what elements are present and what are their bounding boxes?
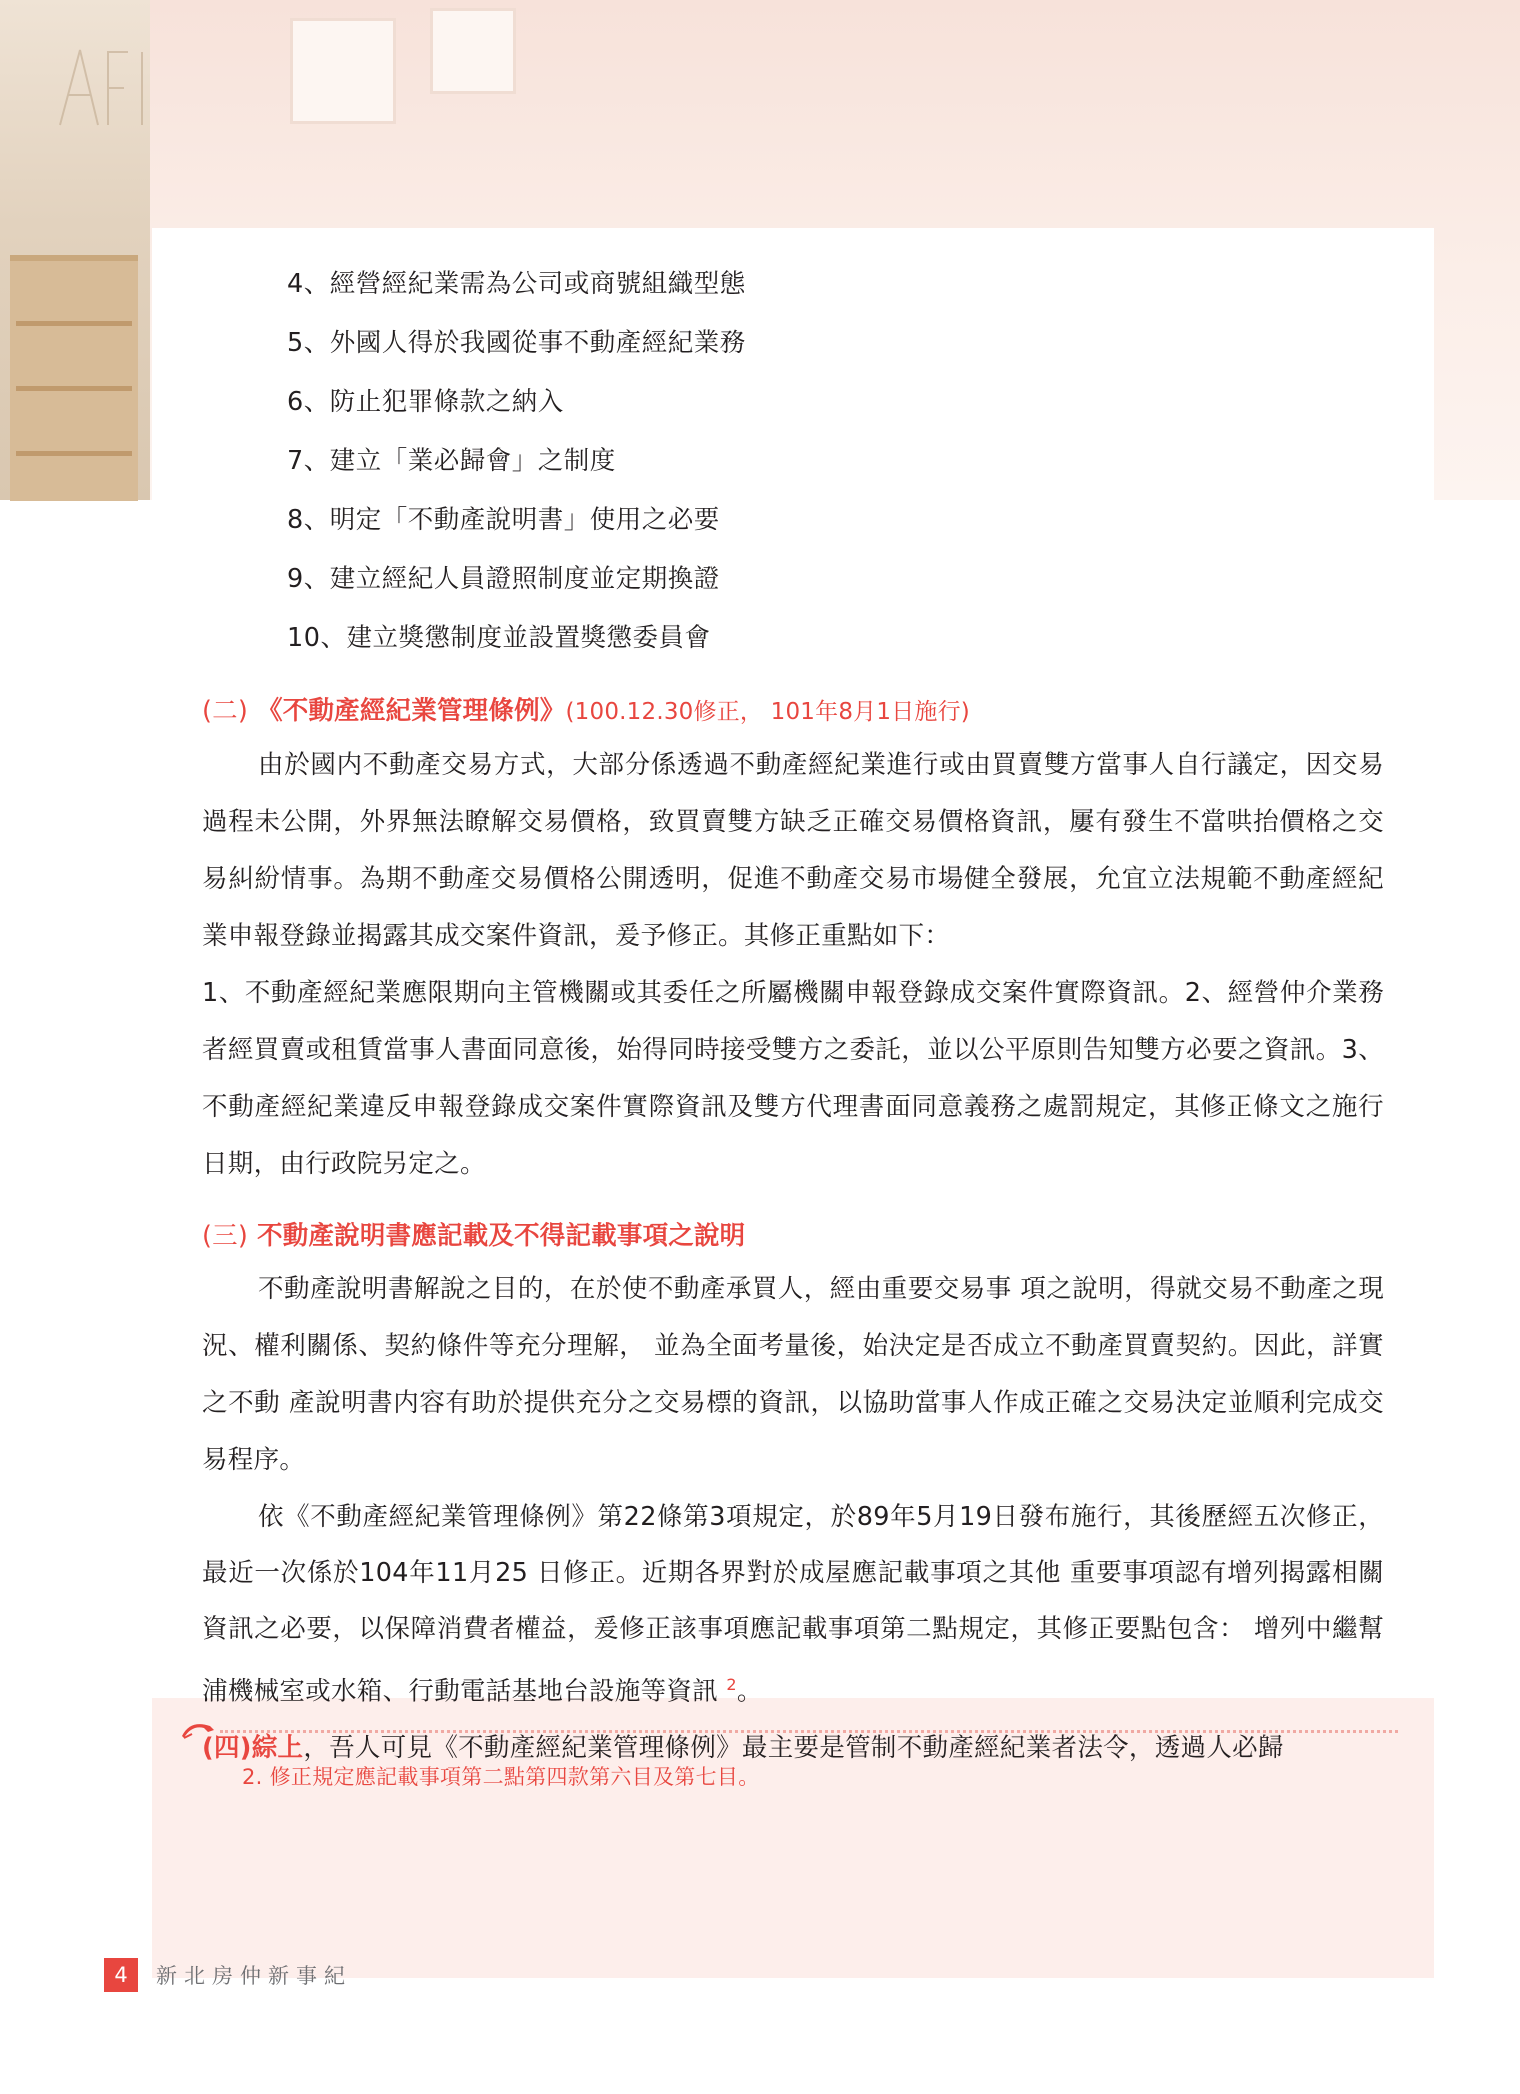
shelf-graphic: [10, 255, 138, 501]
footnote-area: [152, 1720, 1434, 1794]
list-item: 4、經營經紀業需為公司或商號組織型態: [287, 269, 746, 299]
section-three-paragraph-1: 不動產說明書解說之目的，在於使不動產承買人，經由重要交易事 項之說明，得就交易不動產之現況、權利關係、契約條件等充分理解， 並為全面考量後，始決定是否成立不動產買賣契約。因此，詳實之不動 產說明書内容有助於提供充分之交易標的資訊，以協助當事人作成正確之交易決定並順利完成交易程序。: [202, 1274, 1384, 1475]
section-three-paragraph-2-end: 。: [736, 1676, 763, 1707]
document-body: [152, 255, 1434, 1777]
footnote-text: 2. 修正規定應記載事項第二點第四款第六目及第七目。: [242, 1765, 760, 1789]
publication-name: 新北房仲新事紀: [156, 1964, 352, 1988]
list-item: 10、建立獎懲制度並設置獎懲委員會: [287, 623, 711, 653]
section-three-title: 不動產說明書應記載及不得記載事項之說明: [257, 1221, 746, 1251]
section-two-title: 《不動產經紀業管理條例》: [257, 696, 566, 726]
section-three-paragraph-2-text: 依《不動產經紀業管理條例》第22條第3項規定，於89年5月19日發布施行，其後歷經五次修正，最近一次係於104年11月25 日修正。近期各界對於成屋應記載事項之其他 重要事項認有增列揭露相關資訊之必要，以保障消費者權益，爰修正該事項應記載事項第二點規定，其修正要點包含： 增列中繼幫浦機械室或水箱、行動電話基地台設施等資訊: [202, 1502, 1384, 1707]
section-two-paragraph-1: 由於國内不動產交易方式，大部分係透過不動產經紀業進行或由買賣雙方當事人自行議定，因交易過程未公開，外界無法瞭解交易價格，致買賣雙方缺乏正確交易價格資訊，屢有發生不當哄抬價格之交易糾紛情事。為期不動產交易價格公開透明，促進不動產交易市場健全發展，允宜立法規範不動產經紀業申報登錄並揭露其成交案件資訊，爰予修正。其修正重點如下：: [202, 750, 1384, 951]
section-three-paragraph-2: [202, 1489, 1384, 1720]
list-item: 9、建立經紀人員證照制度並定期換證: [287, 564, 720, 594]
dotted-rule: [220, 1730, 1398, 1733]
footnote-marker: 2: [726, 1675, 737, 1694]
section-two-paragraph-2: 1、不動產經紀業應限期向主管機關或其委任之所屬機關申報登錄成交案件實際資訊。2、經營仲介業務者經買賣或租賃當事人書面同意後，始得同時接受雙方之委託，並以公平原則告知雙方必要之資訊。3、不動產經紀業違反申報登錄成交案件實際資訊及雙方代理書面同意義務之處罰規定，其修正條文之施行日期，由行政院另定之。: [202, 978, 1384, 1179]
decorative-sketch-icon: [50, 30, 170, 140]
section-two-number: (二): [202, 696, 248, 726]
list-item: 5、外國人得於我國從事不動產經紀業務: [287, 328, 746, 358]
page-footer: [104, 1958, 352, 1992]
section-two-note: (100.12.30修正， 101年8月1日施行): [565, 699, 970, 725]
list-item: 8、明定「不動產說明書」使用之必要: [287, 505, 720, 535]
list-item: 7、建立「業必歸會」之制度: [287, 446, 616, 476]
section-heading-two: [202, 686, 1384, 737]
section-four-text: ，吾人可見《不動產經紀業管理條例》最主要是管制不動產經紀業者法令，透過人必歸: [303, 1732, 1284, 1763]
section-three-number: (三): [202, 1221, 248, 1251]
list-item: 6、防止犯罪條款之納入: [287, 387, 564, 417]
section-four-number: (四): [202, 1732, 252, 1763]
section-heading-three: [202, 1211, 1384, 1261]
section-four-keyword: 綜上: [251, 1732, 304, 1763]
page-number-badge: 4: [104, 1958, 138, 1992]
numbered-list: [202, 255, 1384, 668]
pen-icon: [180, 1720, 216, 1742]
background-interior-photo: [0, 0, 150, 500]
footnote-divider: [180, 1720, 1406, 1740]
